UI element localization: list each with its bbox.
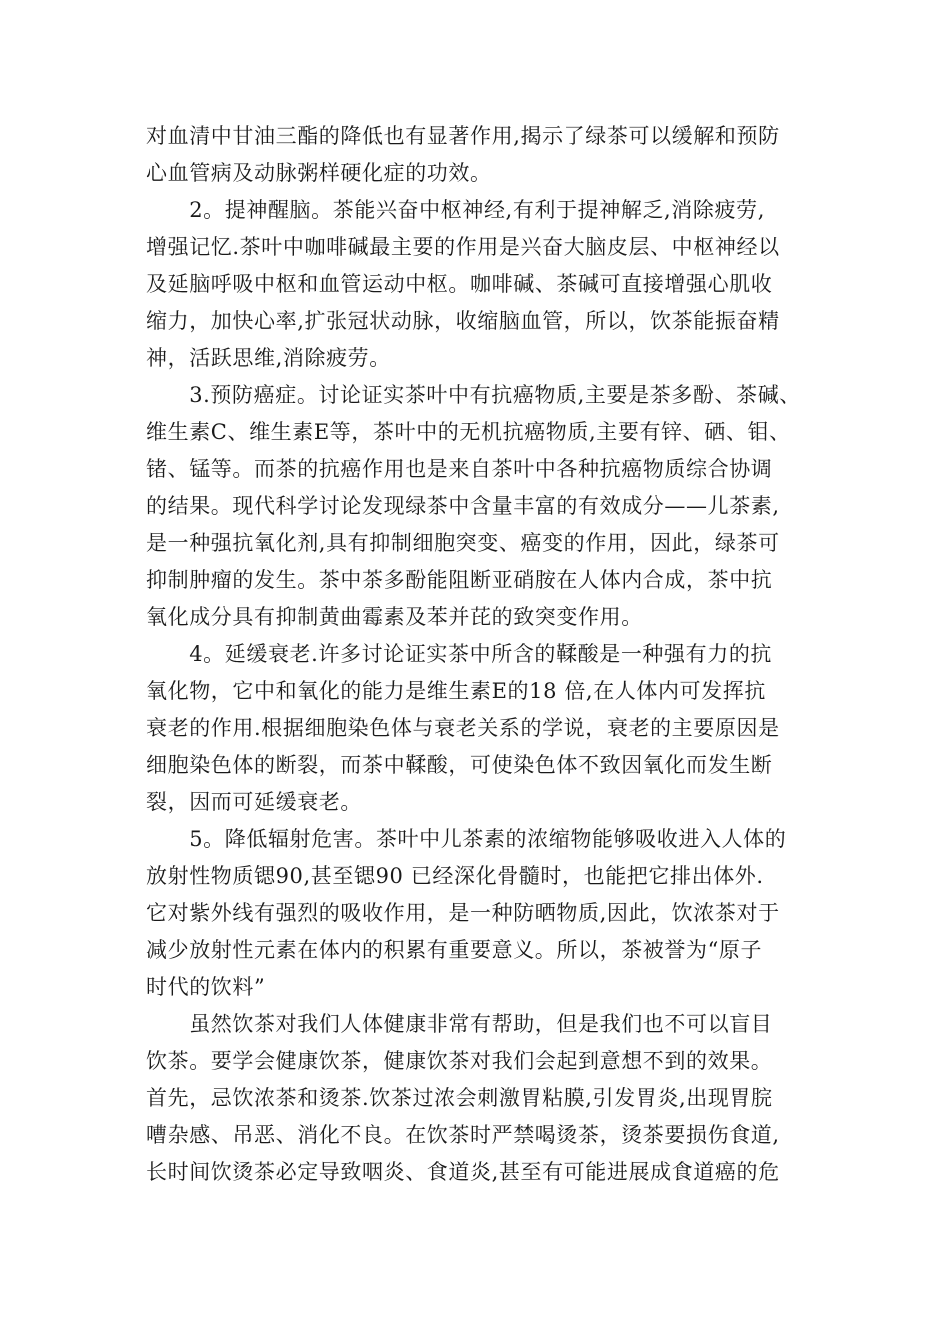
- text-line: 放射性物质锶90,甚至锶90 已经深化骨髓时，也能把它排出体外.: [146, 864, 764, 888]
- text-line: 及延脑呼吸中枢和血管运动中枢。咖啡碱、茶碱可直接增强心肌收: [146, 272, 773, 296]
- text-line: 维生素C、维生素E等，茶叶中的无机抗癌物质,主要有锌、硒、钼、: [146, 420, 791, 444]
- document-body-text: [146, 118, 806, 1191]
- text-line: 饮茶。要学会健康饮茶，健康饮茶对我们会起到意想不到的效果。: [146, 1049, 773, 1073]
- text-line: 5。降低辐射危害。茶叶中儿茶素的浓缩物能够吸收进入人体的: [146, 827, 787, 851]
- text-line: 首先，忌饮浓茶和烫茶.饮茶过浓会刺激胃粘膜,引发胃炎,出现胃脘: [146, 1086, 773, 1110]
- text-line: 对血清中甘油三酯的降低也有显著作用,揭示了绿茶可以缓解和预防: [146, 124, 780, 148]
- text-line: 4。延缓衰老.许多讨论证实茶中所含的鞣酸是一种强有力的抗: [146, 642, 773, 666]
- text-line: 3.预防癌症。讨论证实茶叶中有抗癌物质,主要是茶多酚、茶碱、: [146, 383, 801, 407]
- text-line: 细胞染色体的断裂，而茶中鞣酸，可使染色体不致因氧化而发生断: [146, 753, 773, 777]
- text-line: 氧化成分具有抑制黄曲霉素及苯并芘的致突变作用。: [146, 605, 643, 629]
- text-line: 裂，因而可延缓衰老。: [146, 790, 362, 814]
- text-line: 是一种强抗氧化剂,具有抑制细胞突变、癌变的作用，因此，绿茶可: [146, 531, 780, 555]
- text-line: 神，活跃思维,消除疲劳。: [146, 346, 391, 370]
- text-line: 氧化物，它中和氧化的能力是维生素E的18 倍,在人体内可发挥抗: [146, 679, 766, 703]
- text-line: 嘈杂感、吊恶、消化不良。在饮茶时严禁喝烫茶，烫茶要损伤食道,: [146, 1123, 780, 1147]
- text-line: 长时间饮烫茶必定导致咽炎、食道炎,甚至有可能进展成食道癌的危: [146, 1160, 780, 1184]
- text-line: 锗、锰等。而茶的抗癌作用也是来自茶叶中各种抗癌物质综合协调: [146, 457, 773, 481]
- text-line: 缩力，加快心率,扩张冠状动脉，收缩脑血管，所以，饮茶能振奋精: [146, 309, 780, 333]
- text-line: 时代的饮料”: [146, 975, 266, 999]
- text-line: 心血管病及动脉粥样硬化症的功效。: [146, 161, 492, 185]
- text-line: 的结果。现代科学讨论发现绿茶中含量丰富的有效成分——儿茶素,: [146, 494, 780, 518]
- text-line: 增强记忆.茶叶中咖啡碱最主要的作用是兴奋大脑皮层、中枢神经以: [146, 235, 780, 259]
- text-line: 2。提神醒脑。茶能兴奋中枢神经,有利于提神解乏,消除疲劳,: [146, 198, 765, 222]
- text-line: 衰老的作用.根据细胞染色体与衰老关系的学说，衰老的主要原因是: [146, 716, 780, 740]
- text-line: 它对紫外线有强烈的吸收作用，是一种防晒物质,因此，饮浓茶对于: [146, 901, 780, 925]
- text-line: 抑制肿瘤的发生。茶中茶多酚能阻断亚硝胺在人体内合成，茶中抗: [146, 568, 773, 592]
- text-line: 虽然饮茶对我们人体健康非常有帮助，但是我们也不可以盲目: [146, 1012, 773, 1036]
- text-line: 减少放射性元素在体内的积累有重要意义。所以，茶被誉为“原子: [146, 938, 763, 962]
